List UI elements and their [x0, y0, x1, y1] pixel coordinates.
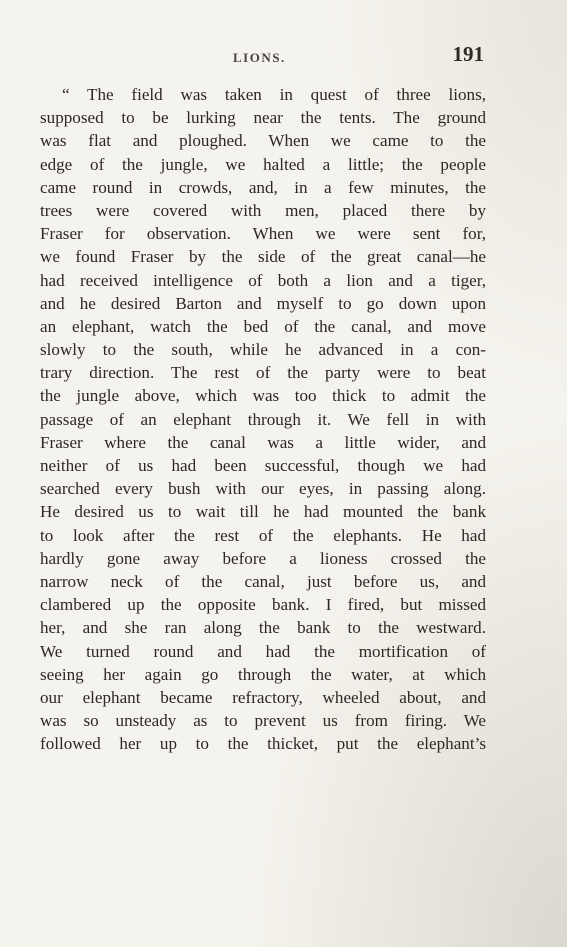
text-line: seeing her again go through the water, at which — [40, 664, 486, 684]
text-line: passage of an elephant through it. We fell in with — [40, 409, 486, 429]
text-line: edge of the jungle, we halted a little; the people — [40, 154, 486, 174]
text-line: her, and she ran along the bank to the westward. — [40, 618, 486, 638]
text-line: and he desired Barton and myself to go down upon — [40, 293, 486, 313]
text-line: hardly gone away before a lioness crossed the — [40, 548, 486, 568]
text-line: Fraser for observation. When we were sent for, — [40, 224, 486, 244]
body-text — [40, 83, 486, 755]
text-line: clambered up the opposite bank. I fired, but missed — [40, 595, 486, 615]
text-line: searched every bush with our eyes, in passing along. — [40, 479, 486, 499]
text-line: came round in crowds, and, in a few minutes, the — [40, 177, 486, 197]
text-line: was so unsteady as to prevent us from firing. We — [40, 711, 486, 731]
text-line: supposed to be lurking near the tents. The ground — [40, 108, 486, 128]
page-number: 191 — [452, 42, 484, 66]
text-line: the jungle above, which was too thick to admit the — [40, 386, 486, 406]
text-line: neither of us had been successful, though we had — [40, 456, 486, 475]
text-line: trary direction. The rest of the party were to beat — [40, 363, 486, 383]
text-line: slowly to the south, while he advanced in a con- — [40, 340, 486, 360]
page-header — [40, 38, 486, 78]
text-line: “ The field was taken in quest of three lions, — [62, 85, 486, 104]
text-line: to look after the rest of the elephants. He had — [40, 525, 486, 545]
text-line: trees were covered with men, placed there by — [40, 200, 486, 220]
text-line: our elephant became refractory, wheeled about, and — [40, 687, 486, 707]
text-line: We turned round and had the mortification of — [40, 641, 486, 661]
text-line: followed her up to the thicket, put the elephant’s — [40, 734, 486, 754]
text-line: we found Fraser by the side of the great canal—he — [40, 247, 486, 267]
text-line: Fraser where the canal was a little wider, and — [40, 432, 486, 452]
text-line: narrow neck of the canal, just before us, and — [40, 571, 486, 591]
text-line: an elephant, watch the bed of the canal, and move — [40, 316, 486, 336]
text-line: was flat and ploughed. When we came to the — [40, 131, 486, 151]
running-title: LIONS. — [233, 50, 286, 65]
text-line: He desired us to wait till he had mounted the bank — [40, 502, 486, 522]
text-line: had received intelligence of both a lion and a tiger, — [40, 270, 486, 290]
